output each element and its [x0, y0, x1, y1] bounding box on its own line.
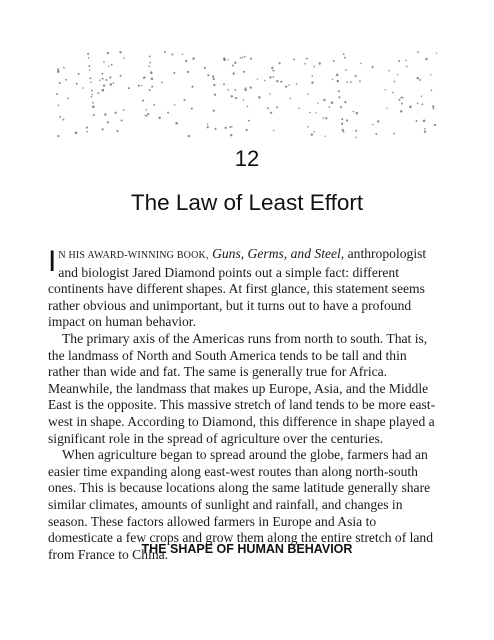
ornament-dot — [344, 101, 346, 103]
opening-smallcaps: N HIS AWARD-WINNING BOOK, — [58, 250, 209, 261]
ornament-dot — [271, 67, 273, 69]
ornament-dot — [187, 71, 189, 73]
ornament-dot — [293, 58, 295, 60]
ornament-dot — [280, 81, 282, 83]
ornament-dot — [247, 106, 249, 108]
ornament-dot — [158, 117, 160, 119]
ornament-dot — [285, 85, 287, 87]
ornament-dot — [57, 70, 60, 73]
ornament-dot — [355, 75, 357, 77]
ornament-dot — [102, 89, 105, 92]
ornament-dot — [409, 106, 412, 109]
ornament-dot — [333, 60, 335, 62]
ornament-dot — [276, 80, 278, 82]
ornament-dot — [110, 83, 113, 86]
ornament-dot — [394, 81, 396, 83]
ornament-dot — [231, 95, 233, 97]
ornament-dot — [273, 76, 275, 78]
ornament-dot — [57, 68, 59, 70]
ornament-dot — [346, 81, 348, 83]
ornament-dot — [111, 64, 113, 66]
ornament-dot — [385, 89, 387, 91]
ornament-dot — [233, 72, 235, 74]
ornament-dot — [101, 73, 103, 75]
ornament-dot — [340, 106, 342, 108]
ornament-dot — [377, 120, 379, 122]
ornament-dot — [235, 97, 237, 99]
ornament-dot — [398, 99, 400, 101]
paragraph-3: When agriculture began to spread around the globe, farmers had an easier time expanding along east-west routes than along north-south ones. This is because locations along the same latitude generally share similar climates, amounts of sunlight and rainfall, and changes in season. These factors allowed farmers in Europe and Asia to domesticate a few crops and grow them along the entire stretch of land from France to China. — [48, 447, 434, 562]
ornament-dot — [191, 86, 193, 88]
ornament-dot — [151, 86, 153, 88]
ornament-dot — [431, 89, 433, 91]
ornament-dot — [119, 51, 121, 53]
ornament-dot — [337, 80, 340, 83]
ornament-dot — [174, 104, 175, 105]
paragraph-2: The primary axis of the Americas runs from north to south. That is, the landmass of North and South America tends to be tall and thin rather than wide and fat. The same is generally true for Africa. Meanwhile, the landmass that makes up Europe, Asia, and the Middle East is the opposite. This massive stretch of land tends to be more east-west in shape. According to Diamond, this difference in shape played a significant role in the spread of agriculture over the centuries. — [48, 330, 436, 446]
ornament-dot — [406, 66, 408, 68]
ornament-dot — [342, 129, 344, 131]
ornament-dot — [341, 118, 343, 120]
ornament-dot — [338, 96, 340, 98]
ornament-dot — [234, 62, 236, 64]
dotted-ornament — [56, 50, 438, 140]
ornament-dot — [248, 120, 250, 122]
ornament-dot — [397, 74, 398, 75]
ornament-dot — [421, 95, 422, 96]
ornament-dot — [432, 105, 434, 107]
ornament-dot — [93, 114, 95, 116]
ornament-dot — [104, 113, 106, 115]
ornament-dot — [267, 107, 269, 109]
ornament-dot — [290, 98, 291, 99]
ornament-dot — [78, 73, 80, 75]
ornament-dot — [185, 60, 187, 62]
ornament-dot — [315, 112, 316, 113]
ornament-dot — [270, 112, 272, 114]
ornament-dot — [105, 79, 107, 81]
ornament-dot — [392, 92, 394, 94]
ornament-dot — [214, 128, 216, 130]
ornament-dot — [359, 80, 361, 82]
ornament-dot — [250, 58, 252, 60]
ornament-dot — [296, 83, 298, 85]
ornament-dot — [355, 130, 357, 132]
ornament-dot — [115, 112, 117, 114]
ornament-dot — [143, 77, 145, 79]
ornament-dot — [141, 85, 142, 86]
ornament-dot — [107, 52, 109, 54]
ornament-dot — [331, 101, 334, 104]
ornament-dot — [313, 131, 315, 133]
ornament-dot — [341, 123, 343, 125]
ornament-dot — [87, 53, 89, 55]
ornament-dot — [102, 78, 104, 80]
ornament-dot — [213, 78, 215, 80]
ornament-dot — [91, 96, 93, 98]
ornament-dot — [402, 97, 404, 99]
ornament-dot — [67, 97, 69, 99]
book-title: Guns, Germs, and Steel, — [212, 246, 345, 261]
ornament-dot — [123, 109, 125, 111]
ornament-dot — [212, 75, 214, 77]
ornament-dot — [323, 117, 325, 119]
ornament-dot — [243, 99, 245, 101]
ornament-dot — [400, 96, 402, 98]
paragraph-1-text: anthropologist and biologist Jared Diamond points out a simple fact: different continents have different shapes. At first glance, this statement seems rather obvious and unimportant, but it turns out to have a profound impact on human behavior. — [48, 246, 427, 330]
ornament-dot — [343, 53, 345, 55]
ornament-dot — [76, 83, 78, 85]
ornament-dot — [230, 134, 232, 136]
ornament-dot — [175, 122, 178, 125]
ornament-dot — [345, 69, 347, 71]
ornament-dot — [59, 116, 61, 118]
ornament-dot — [150, 71, 153, 74]
ornament-dot — [183, 99, 185, 101]
ornament-dot — [86, 131, 88, 133]
ornament-dot — [153, 104, 155, 106]
ornament-dot — [298, 107, 300, 109]
ornament-dot — [360, 63, 362, 65]
ornament-dot — [90, 82, 92, 84]
ornament-dot — [288, 84, 290, 86]
ornament-dot — [149, 89, 151, 91]
chapter-title: The Law of Least Effort — [130, 190, 364, 215]
ornament-dot — [123, 57, 125, 59]
ornament-dot — [91, 90, 93, 92]
drop-cap: I — [48, 245, 57, 278]
ornament-dot — [88, 65, 90, 67]
ornament-dot — [329, 106, 331, 108]
ornament-dot — [146, 115, 148, 117]
ornament-dot — [223, 83, 225, 85]
ornament-dot — [318, 62, 320, 64]
ornament-dot — [276, 106, 278, 108]
ornament-dot — [423, 119, 426, 122]
ornament-dot — [388, 70, 390, 72]
ornament-dot — [338, 90, 340, 92]
ornament-dot — [92, 106, 95, 109]
ornament-dot — [344, 57, 346, 59]
ornament-dot — [434, 124, 436, 126]
ornament-dot — [102, 128, 104, 130]
ornament-dot — [207, 74, 209, 76]
ornament-dot — [63, 67, 65, 69]
ornament-dot — [372, 124, 374, 126]
ornament-dot — [307, 126, 309, 128]
ornament-dot — [167, 112, 169, 114]
ornament-dot — [88, 57, 90, 59]
ornament-dot — [56, 93, 58, 95]
ornament-dot — [272, 69, 274, 71]
ornament-dot — [245, 87, 247, 89]
ornament-dot — [386, 108, 387, 109]
ornament-dot — [161, 81, 163, 83]
ornament-dot — [355, 112, 357, 114]
ornament-dot — [416, 77, 418, 79]
ornament-dot — [325, 117, 327, 119]
ornament-dot — [353, 111, 355, 113]
ornament-dot — [103, 61, 105, 63]
ornament-dot — [113, 82, 115, 84]
ornament-dot — [97, 92, 99, 94]
section-heading: THE SHAPE OF HUMAN BEHAVIOR — [141, 542, 353, 556]
ornament-dot — [332, 79, 333, 80]
ornament-dot — [75, 132, 78, 135]
ornament-dot — [120, 75, 122, 77]
ornament-dot — [213, 110, 215, 112]
ornament-dot — [62, 119, 64, 121]
ornament-dot — [86, 127, 88, 129]
ornament-dot — [309, 112, 310, 113]
ornament-dot — [323, 99, 325, 101]
ornament-dot — [433, 108, 435, 110]
ornament-dot — [257, 78, 258, 79]
ornament-dot — [207, 124, 209, 126]
ornament-dot — [243, 71, 245, 73]
ornament-dot — [417, 51, 419, 53]
ornament-dot — [231, 126, 233, 128]
chapter-number: 12 — [234, 146, 260, 171]
ornament-dot — [244, 56, 246, 58]
ornament-dot — [245, 89, 247, 91]
ornament-dot — [182, 54, 183, 55]
ornament-dot — [350, 81, 352, 83]
ornament-dot — [108, 66, 109, 67]
ornament-dot — [191, 108, 193, 110]
ornament-dot — [128, 87, 130, 89]
ornament-dot — [416, 120, 418, 122]
ornament-dot — [264, 80, 266, 82]
ornament-dot — [92, 102, 94, 104]
ornament-dot — [278, 62, 280, 64]
ornament-dot — [424, 128, 426, 130]
ornament-dot — [204, 67, 206, 69]
ornament-dot — [336, 74, 339, 77]
ornament-dot — [232, 65, 234, 67]
ornament-dot — [250, 86, 252, 88]
ornament-dot — [269, 93, 271, 95]
ornament-dot — [207, 126, 209, 128]
ornament-dot — [436, 52, 437, 53]
ornament-dot — [109, 76, 111, 78]
paragraph-1 — [48, 246, 440, 331]
ornament-dot — [149, 55, 151, 57]
ornament-dot — [313, 66, 315, 68]
ornament-dot — [57, 135, 59, 137]
body-text — [48, 246, 440, 563]
ornament-dot — [422, 104, 424, 106]
ornament-dot — [245, 129, 247, 131]
ornament-dot — [355, 137, 357, 139]
ornament-dot — [99, 79, 101, 81]
ornament-dot — [400, 110, 402, 112]
ornament-dot — [145, 115, 147, 117]
ornament-dot — [147, 113, 149, 115]
ornament-dot — [317, 102, 318, 103]
ornament-dot — [424, 130, 426, 132]
ornament-dot — [419, 79, 421, 81]
ornament-dot — [164, 51, 166, 53]
ornament-dot — [311, 82, 313, 84]
ornament-dot — [138, 85, 140, 87]
ornament-dot — [346, 119, 348, 121]
ornament-dot — [151, 78, 154, 81]
ornament-dot — [214, 94, 216, 96]
ornament-dot — [82, 87, 84, 89]
ornament-dot — [269, 76, 271, 78]
ornament-dot — [192, 57, 194, 59]
ornament-dot — [229, 126, 231, 128]
ornament-dot — [398, 60, 400, 62]
ornament-dot — [312, 75, 314, 77]
ornament-dot — [401, 103, 403, 105]
ornament-dot — [65, 79, 67, 81]
ornament-dot — [173, 72, 175, 74]
ornament-dot — [188, 135, 190, 137]
ornament-dot — [304, 63, 306, 65]
ornament-dot — [325, 136, 326, 137]
ornament-dot — [430, 74, 431, 75]
ornament-dot — [103, 84, 105, 86]
ornament-dot — [58, 105, 60, 107]
ornament-dot — [307, 94, 309, 96]
ornament-dot — [417, 102, 419, 104]
ornament-dot — [273, 130, 274, 131]
ornament-dot — [227, 59, 228, 60]
ornament-dot — [372, 66, 374, 68]
ornament-dot — [225, 127, 227, 129]
ornament-dot — [234, 89, 236, 91]
ornament-dot — [89, 69, 91, 71]
ornament-dot — [242, 57, 244, 59]
ornament-dot — [425, 58, 427, 60]
ornament-dot — [227, 89, 229, 91]
ornament-dot — [116, 130, 118, 132]
ornament-dot — [91, 94, 92, 95]
ornament-dot — [258, 96, 261, 99]
ornament-dot — [375, 133, 377, 135]
ornament-dot — [405, 59, 407, 61]
ornament-dot — [146, 109, 148, 111]
ornament-dot — [213, 84, 215, 86]
ornament-dot — [306, 58, 308, 60]
ornament-dot — [142, 100, 144, 102]
ornament-dot — [223, 57, 226, 60]
ornament-dot — [90, 77, 92, 79]
ornament-dot — [240, 57, 242, 59]
ornament-dot — [149, 62, 151, 64]
ornament-dot — [311, 133, 313, 135]
ornament-dot — [393, 133, 395, 135]
ornament-dot — [59, 82, 61, 84]
ornament-dot — [148, 66, 150, 68]
ornament-dot — [107, 121, 109, 123]
ornament-dot — [171, 53, 173, 55]
ornament-dot — [121, 119, 123, 121]
